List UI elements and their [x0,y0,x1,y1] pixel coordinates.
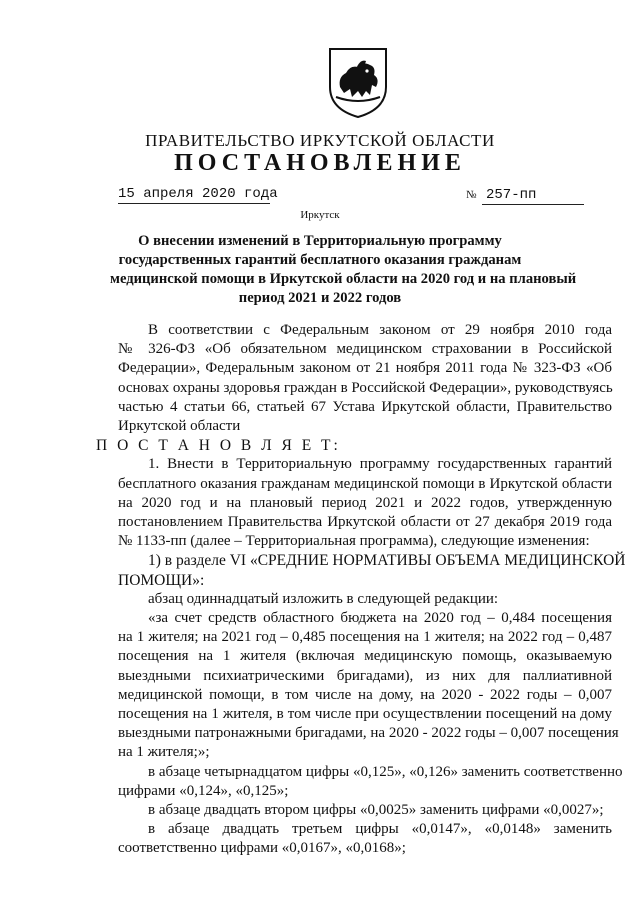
instruction-line: в абзаце двадцать третьем цифры «0,0147», «0,0148» заменить [148,821,612,838]
paragraph-line: частью 4 статьи 66, статьей 67 Устава Иркутской области, Правительство [118,398,612,415]
instruction-line: в абзаце двадцать втором цифры «0,0025» заменить цифрами «0,0027»; [148,802,604,819]
quote-line: «за счет средств областного бюджета на 2020 год – 0,484 посещения [148,610,612,627]
paragraph-line: В соответствии с Федеральным законом от 29 ноября 2010 года [148,322,612,338]
instruction-line: соответственно цифрами «0,0167», «0,0168»; [118,840,406,857]
decree-number [466,187,536,203]
subitem-line: ПОМОЩИ»: [118,571,205,589]
document-type: ПОСТАНОВЛЕНИЕ [174,150,466,176]
quote-line: посещения на 1 жителя (включая медицинскую помощь, оказываемую [118,648,612,665]
decree-number-text: 257-пп [486,187,537,203]
item-line: на 2020 год и на плановый период 2021 и 2022 годов, утвержденную [118,494,612,511]
title-line: О внесении изменений в Территориальную программу [138,233,502,249]
decree-date-text: 15 апреля 2020 года [118,186,278,202]
quote-line: на 1 жителя; на 2021 год – 0,485 посещения на 1 жителя; на 2022 год – 0,487 [118,629,612,646]
instruction-line: абзац одиннадцатый изложить в следующей редакции: [148,590,499,607]
city-name: Иркутск [300,209,340,221]
quote-line: выездными патронажными бригадами, на 2020 - 2022 годы – 0,007 посещения [118,725,619,742]
item-line: бесплатного оказания гражданам медицинской помощи в Иркутской области [118,475,612,492]
resolves-heading: П О С Т А Н О В Л Я Е Т: [96,437,341,455]
quote-line: медицинской помощи, в том числе на дому, на 2020 - 2022 годы – 0,007 [118,686,612,703]
subitem-line: 1) в разделе VI «СРЕДНИЕ НОРМАТИВЫ ОБЪЕМА МЕДИЦИНСКОЙ [148,552,626,570]
title-line: медицинской помощи в Иркутской области на 2020 год и на плановый [110,271,577,287]
decree-title [110,232,577,308]
date-underline [118,203,270,204]
title-line: государственных гарантий бесплатного оказания гражданам [118,252,522,268]
government-name: ПРАВИТЕЛЬСТВО ИРКУТСКОЙ ОБЛАСТИ [145,131,495,150]
title-line: период 2021 и 2022 годов [238,290,402,306]
instruction-line: в абзаце четырнадцатом цифры «0,125», «0,126» заменить соответственно [148,763,623,780]
item-line: постановлением Правительства Иркутской области от 27 декабря 2019 года [118,514,612,531]
number-sign: № [466,189,477,201]
decree-date [118,186,278,202]
quote-line: на 1 жителя;»; [118,744,210,761]
item-line: № 1133-пп (далее – Территориальная программа), следующие изменения: [118,533,590,550]
item-line: 1. Внести в Территориальную программу государственных гарантий [148,456,612,473]
quote-line: выездными психиатрическими бригадами), из них для паллиативной [118,667,612,684]
instruction-line: цифрами «0,124», «0,125»; [118,782,289,799]
number-underline [482,204,584,205]
quote-line: посещения на 1 жителя, в том числе при осуществлении посещений на дому [118,706,612,723]
paragraph-line: основах охраны здоровья граждан в Российской Федерации», руководствуясь [118,379,613,396]
paragraph-line: Федерации», Федеральным законом от 21 ноября 2011 года № 323-ФЗ «Об [118,360,612,377]
coat-of-arms-emblem [326,47,390,119]
document-body [96,321,626,859]
paragraph-line: Иркутской области [118,418,241,435]
paragraph-line: № 326-ФЗ «Об обязательном медицинском страховании в Российской [118,341,612,358]
